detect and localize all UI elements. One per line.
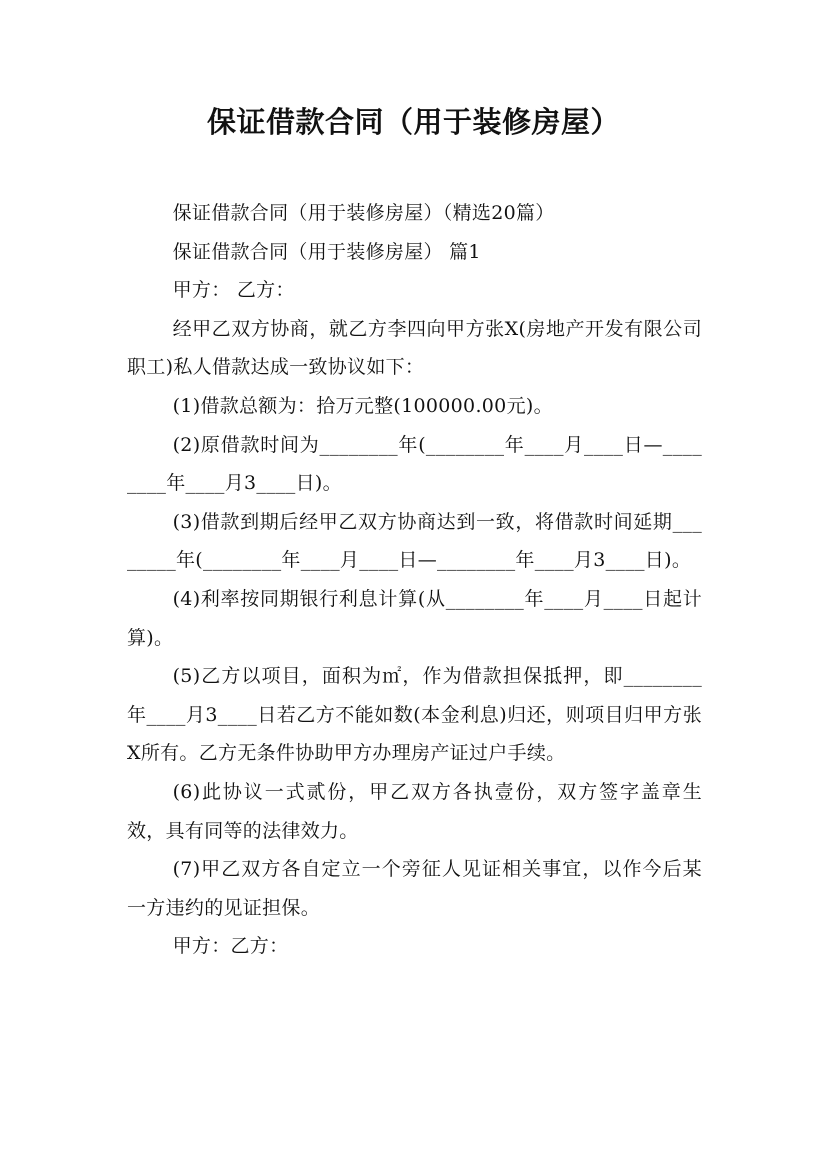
paragraph-intro: 经甲乙双方协商，就乙方李四向甲方张X(房地产开发有限公司职工)私人借款达成一致协议如下：: [127, 317, 702, 379]
paragraph-article-heading: 保证借款合同（用于装修房屋） 篇1: [172, 240, 481, 263]
paragraph-signatures: 甲方：乙方：: [172, 935, 289, 958]
document-title: 保证借款合同（用于装修房屋）: [206, 105, 620, 139]
paragraph-clause-2: (2)原借款时间为________年(________年____月____日—________年____月3____日)。: [127, 433, 702, 495]
paragraph-collection-heading: 保证借款合同（用于装修房屋）（精选20篇）: [172, 202, 555, 224]
paragraph-clause-3: (3)借款到期后经甲乙双方协商达到一致，将借款时间延期________年(________年____月____日—________年____月3____日)。: [127, 510, 702, 572]
paragraph-clause-6: (6)此协议一式贰份，甲乙双方各执壹份，双方签字盖章生效，具有同等的法律效力。: [127, 780, 702, 842]
paragraph-clause-4: (4)利率按同期银行利息计算(从________年____月____日起计算)。: [127, 587, 702, 649]
paragraph-clause-7: (7)甲乙双方各自定立一个旁征人见证相关事宜，以作今后某一方违约的见证担保。: [127, 858, 702, 919]
paragraph-clause-5: (5)乙方以项目，面积为㎡，作为借款担保抵押，即________年____月3____日若乙方不能如数(本金利息)归还，则项目归甲方张X所有。乙方无条件协助甲方办理房产证过户手续。: [127, 665, 702, 765]
paragraph-parties: 甲方： 乙方：: [172, 279, 295, 302]
paragraph-clause-1: (1)借款总额为：拾万元整(100000.00元)。: [172, 394, 553, 417]
document-body: [127, 194, 702, 966]
